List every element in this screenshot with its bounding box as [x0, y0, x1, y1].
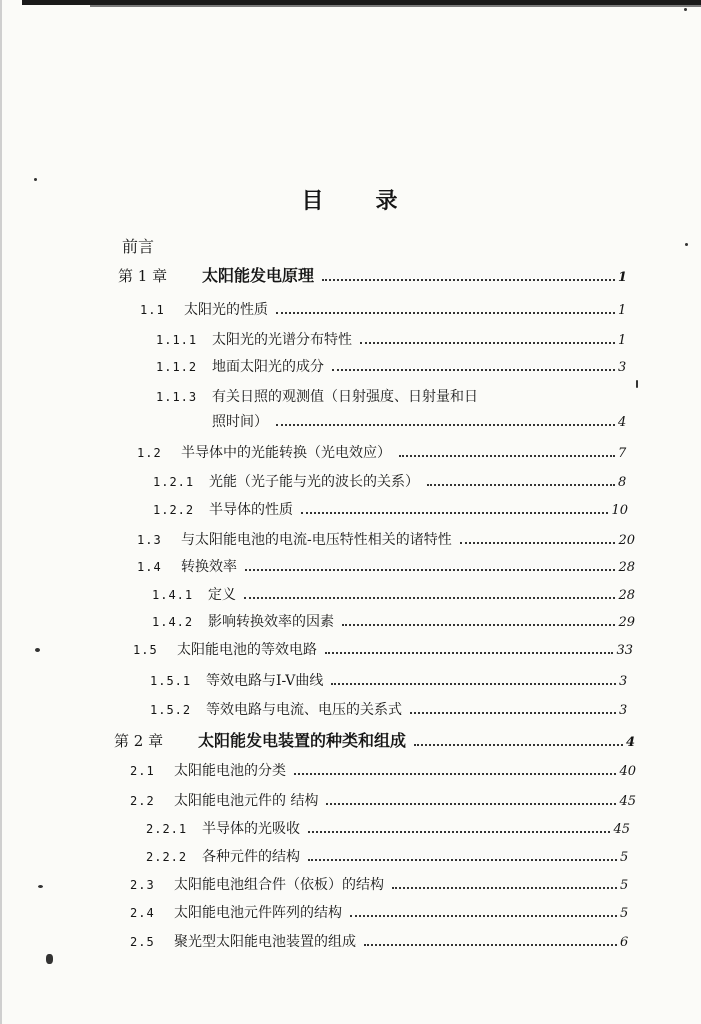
title-char-2: 录	[375, 189, 400, 214]
dot-leader	[350, 915, 617, 917]
toc-section-1-4[interactable]	[137, 557, 635, 578]
dot-leader	[392, 887, 617, 889]
toc-title: 太阳能电池组合件（依板）的结构	[174, 877, 384, 893]
toc-number: 2.1	[130, 764, 155, 778]
dot-leader	[244, 597, 615, 599]
toc-section-1-3[interactable]	[137, 530, 635, 551]
dot-leader	[245, 569, 615, 571]
toc-section-1-1-2[interactable]	[156, 357, 628, 378]
toc-number: 2.4	[130, 906, 155, 920]
toc-number: 1.5	[133, 643, 158, 657]
toc-section-1-1-1[interactable]	[156, 330, 628, 351]
toc-title: 各种元件的结构	[202, 849, 300, 865]
toc-title: 光能（光子能与光的波长的关系）	[209, 474, 419, 490]
toc-page: 5	[620, 878, 629, 893]
toc-section-1-2[interactable]	[137, 443, 628, 464]
toc-section-1-4-2[interactable]	[152, 612, 635, 633]
toc-number: 1.1.3	[156, 390, 198, 404]
dot-leader	[332, 369, 615, 371]
toc-section-1-4-1[interactable]	[152, 585, 635, 606]
toc-page: 1	[618, 303, 627, 318]
toc-title: 太阳能发电原理	[202, 266, 315, 285]
toc-title: 太阳光的光谱分布特性	[212, 332, 352, 348]
toc-page: 10	[611, 503, 628, 518]
toc-page: 1	[618, 270, 628, 285]
toc-title: 半导体的光吸收	[202, 821, 300, 837]
dot-leader	[276, 312, 615, 314]
toc-section-2-5[interactable]	[130, 932, 630, 953]
toc-number: 1.2.1	[153, 475, 195, 489]
toc-page: 4	[618, 415, 627, 430]
toc-chapter-1[interactable]	[118, 266, 628, 288]
toc-title: 聚光型太阳能电池装置的组成	[174, 934, 356, 950]
toc-section-2-2-2[interactable]	[146, 847, 630, 868]
toc-title: 太阳能电池的分类	[174, 763, 286, 779]
toc-number: 1.4	[137, 560, 162, 574]
toc-title: 地面太阳光的成分	[212, 359, 324, 375]
toc-page: 3	[618, 360, 627, 375]
toc-title: 太阳能发电装置的种类和组成	[198, 731, 407, 750]
toc-section-1-5-1[interactable]	[150, 671, 629, 692]
toc-title: 等效电路与I-V曲线	[206, 673, 324, 689]
dot-leader	[364, 944, 617, 946]
toc-number: 1.4.2	[152, 615, 194, 629]
toc-section-2-4[interactable]	[130, 903, 630, 924]
toc-section-1-2-1[interactable]	[153, 472, 628, 493]
toc-number: 第 2 章	[114, 732, 164, 750]
dot-leader	[276, 424, 615, 426]
toc-page: 45	[619, 794, 636, 809]
toc-number: 1.3	[137, 533, 162, 547]
toc-page: 6	[620, 935, 629, 950]
toc-page: 20	[618, 533, 635, 548]
toc-section-2-1[interactable]	[130, 761, 636, 782]
toc-title-continued: 照时间）	[212, 414, 268, 430]
toc-section-1-1-3-continued[interactable]	[212, 412, 628, 433]
dot-leader	[294, 773, 616, 775]
title-char-1: 目	[301, 189, 326, 214]
dot-leader	[308, 831, 610, 833]
toc-number: 1.4.1	[152, 588, 194, 602]
toc-page: 45	[613, 822, 630, 837]
dot-leader	[360, 342, 615, 344]
dot-leader	[325, 652, 613, 654]
toc-number: 1.2.2	[153, 503, 195, 517]
toc-title: 有关日照的观测值（日射强度、日射量和日	[212, 389, 478, 405]
toc-title: 与太阳能电池的电流-电压特性相关的诸特性	[181, 532, 452, 548]
toc-page: 5	[620, 850, 629, 865]
dot-leader	[322, 279, 615, 281]
toc-page: 1	[618, 333, 627, 348]
toc-section-1-1-3[interactable]	[156, 387, 628, 407]
toc-page: 33	[616, 643, 633, 658]
toc-preface[interactable]: 前言	[122, 237, 155, 256]
toc-title: 半导体中的光能转换（光电效应）	[181, 445, 391, 461]
toc-number: 1.5.2	[150, 703, 192, 717]
dot-leader	[308, 859, 617, 861]
toc-section-1-2-2[interactable]	[153, 500, 628, 521]
toc-section-1-1[interactable]	[140, 300, 628, 321]
dot-leader	[410, 712, 616, 714]
toc-title: 影响转换效率的因素	[208, 614, 334, 630]
toc-number: 2.3	[130, 878, 155, 892]
toc-chapter-2[interactable]	[114, 731, 636, 753]
dot-leader	[326, 803, 616, 805]
toc-number: 2.2	[130, 794, 155, 808]
dot-leader	[331, 683, 616, 685]
toc-number: 1.1.1	[156, 333, 198, 347]
toc-page: 3	[619, 703, 628, 718]
toc-page: 3	[619, 674, 628, 689]
dot-leader	[301, 512, 608, 514]
dot-leader	[399, 455, 615, 457]
toc-page: 28	[618, 588, 635, 603]
toc-title: 太阳能电池元件的 结构	[174, 793, 319, 809]
toc-number: 2.2.2	[146, 850, 188, 864]
toc-title: 太阳能电池元件阵列的结构	[174, 905, 342, 921]
toc-title: 定义	[208, 587, 236, 603]
toc-page: 8	[618, 475, 627, 490]
toc-section-2-2[interactable]	[130, 791, 636, 812]
dot-leader	[427, 484, 615, 486]
toc-title: 太阳能电池的等效电路	[177, 642, 317, 658]
toc-section-2-2-1[interactable]	[146, 819, 630, 840]
toc-number: 1.1.2	[156, 360, 198, 374]
toc-section-2-3[interactable]	[130, 875, 630, 896]
toc-page: 4	[626, 735, 636, 750]
toc-page: 40	[619, 764, 636, 779]
toc-title: 半导体的性质	[209, 502, 293, 518]
toc-number: 1.1	[140, 303, 165, 317]
toc-section-1-5[interactable]	[133, 640, 633, 661]
toc-page: 7	[618, 446, 627, 461]
toc-number: 2.2.1	[146, 822, 188, 836]
toc-title: 等效电路与电流、电压的关系式	[206, 702, 402, 718]
toc-number: 1.5.1	[150, 674, 192, 688]
toc-number: 1.2	[137, 446, 162, 460]
toc-title: 太阳光的性质	[184, 302, 268, 318]
toc-number: 第 1 章	[118, 267, 168, 285]
dot-leader	[342, 624, 615, 626]
dot-leader	[460, 542, 616, 544]
toc-page: 29	[618, 615, 635, 630]
toc-page: 28	[618, 560, 635, 575]
toc-number: 2.5	[130, 935, 155, 949]
toc-title: 转换效率	[181, 559, 237, 575]
toc-section-1-5-2[interactable]	[150, 700, 629, 721]
toc-page: 5	[620, 906, 629, 921]
dot-leader	[414, 744, 623, 746]
